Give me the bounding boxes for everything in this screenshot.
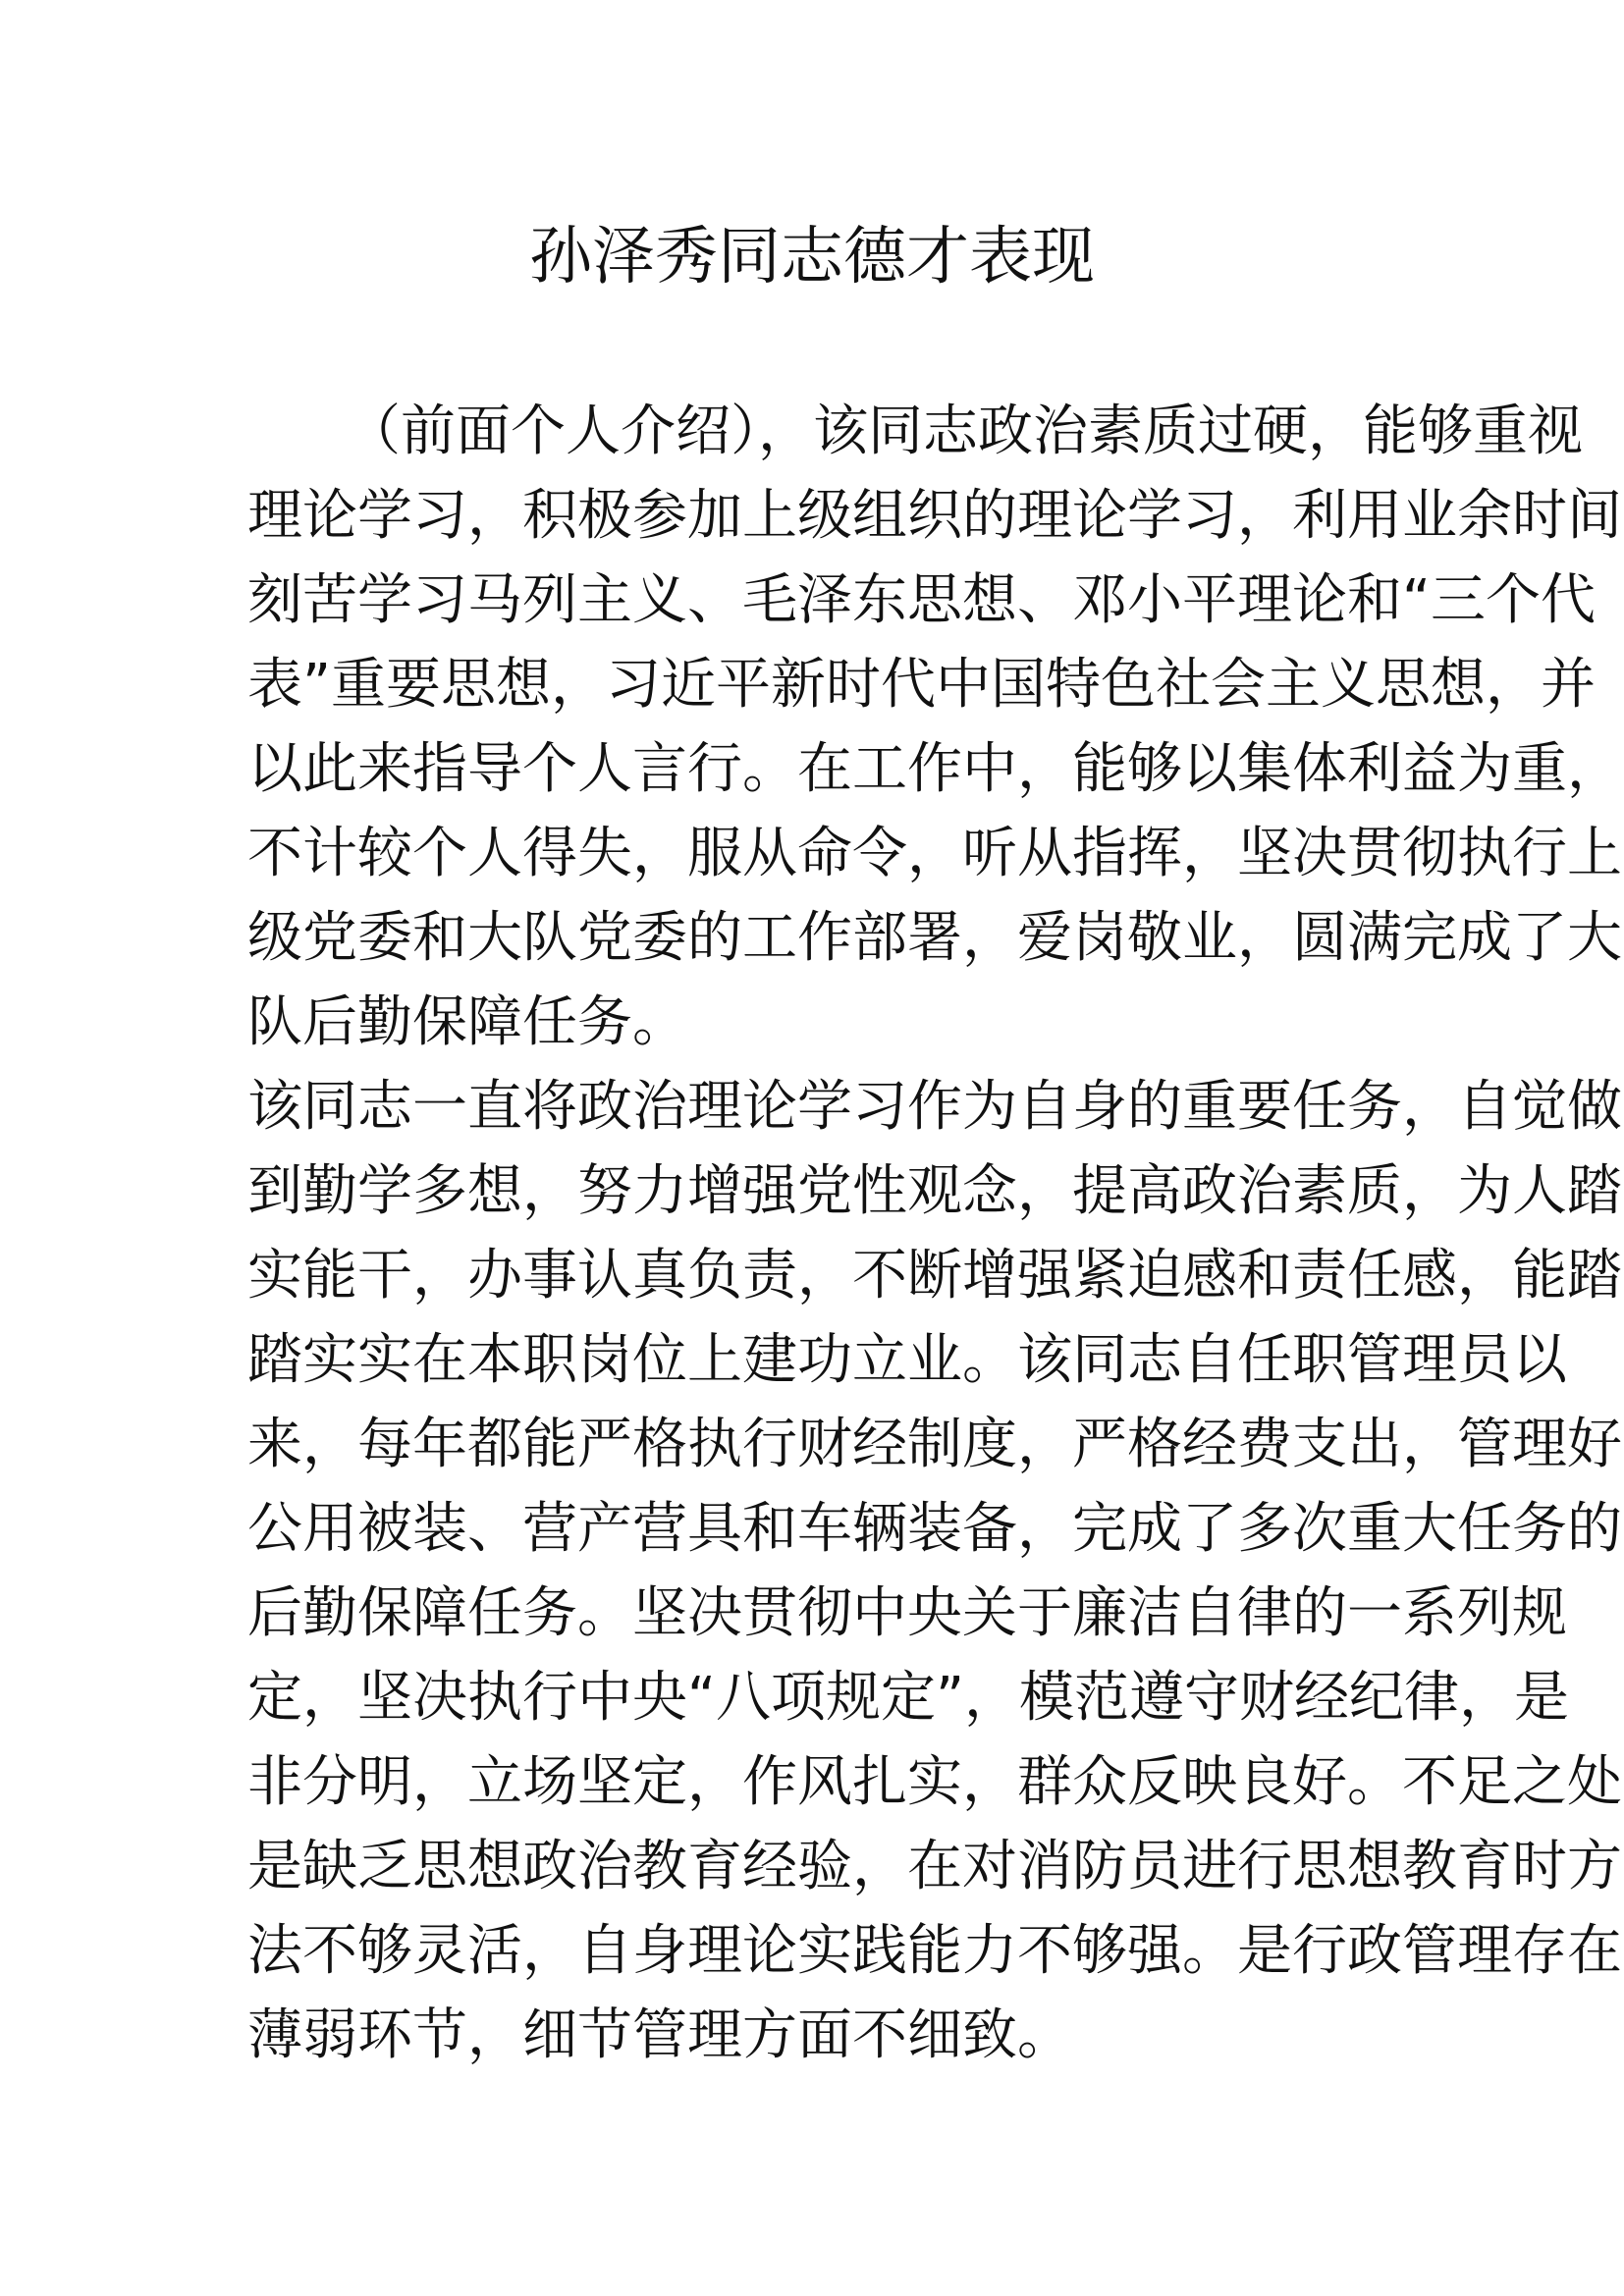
text-line: 非分明，立场坚定，作风扎实，群众反映良好。不足之处 [247, 1750, 1622, 1814]
text-line: 到勤学多想，努力增强党性观念，提高政治素质，为人踏 [247, 1159, 1622, 1223]
text-line: 来，每年都能严格执行财经制度，严格经费支出，管理好 [247, 1413, 1622, 1476]
text-line: （前面个人介绍），该同志政治素质过硬，能够重视 [346, 400, 1583, 463]
paragraph-2 [247, 1065, 1622, 2078]
text-line: 以此来指导个人言行。在工作中，能够以集体利益为重， [247, 737, 1622, 801]
text-line: 薄弱环节，细节管理方面不细致。 [247, 2003, 1072, 2067]
text-line: 不计较个人得失，服从命令，听从指挥，坚决贯彻执行上 [247, 822, 1622, 885]
text-line: 实能干，办事认真负责，不断增强紧迫感和责任感，能踏 [247, 1244, 1622, 1308]
document-title: 孙泽秀同志德才表现 [529, 221, 1095, 294]
text-line: 理论学习，积极参加上级组织的理论学习，利用业余时间 [247, 484, 1622, 548]
text-line: 踏实实在本职岗位上建功立业。该同志自任职管理员以 [247, 1328, 1567, 1392]
text-line: 级党委和大队党委的工作部署，爱岗敬业，圆满完成了大 [247, 906, 1622, 970]
text-line: 是缺乏思想政治教育经验，在对消防员进行思想教育时方 [247, 1835, 1622, 1898]
text-line: 法不够灵活，自身理论实践能力不够强。是行政管理存在 [247, 1919, 1622, 1983]
text-line: 该同志一直将政治理论学习作为自身的重要任务，自觉做 [247, 1075, 1622, 1139]
paragraph-1 [247, 390, 1622, 1065]
text-line: 定，坚决执行中央“八项规定”，模范遵守财经纪律，是 [247, 1666, 1570, 1730]
text-line: 表”重要思想，习近平新时代中国特色社会主义思想，并 [247, 653, 1597, 717]
text-line: 公用被装、营产营具和车辆装备，完成了多次重大任务的 [247, 1497, 1622, 1561]
text-line: 刻苦学习马列主义、毛泽东思想、邓小平理论和“三个代 [247, 568, 1597, 632]
text-line: 后勤保障任务。坚决贯彻中央关于廉洁自律的一系列规 [247, 1581, 1567, 1645]
text-line: 队后勤保障任务。 [247, 990, 687, 1054]
